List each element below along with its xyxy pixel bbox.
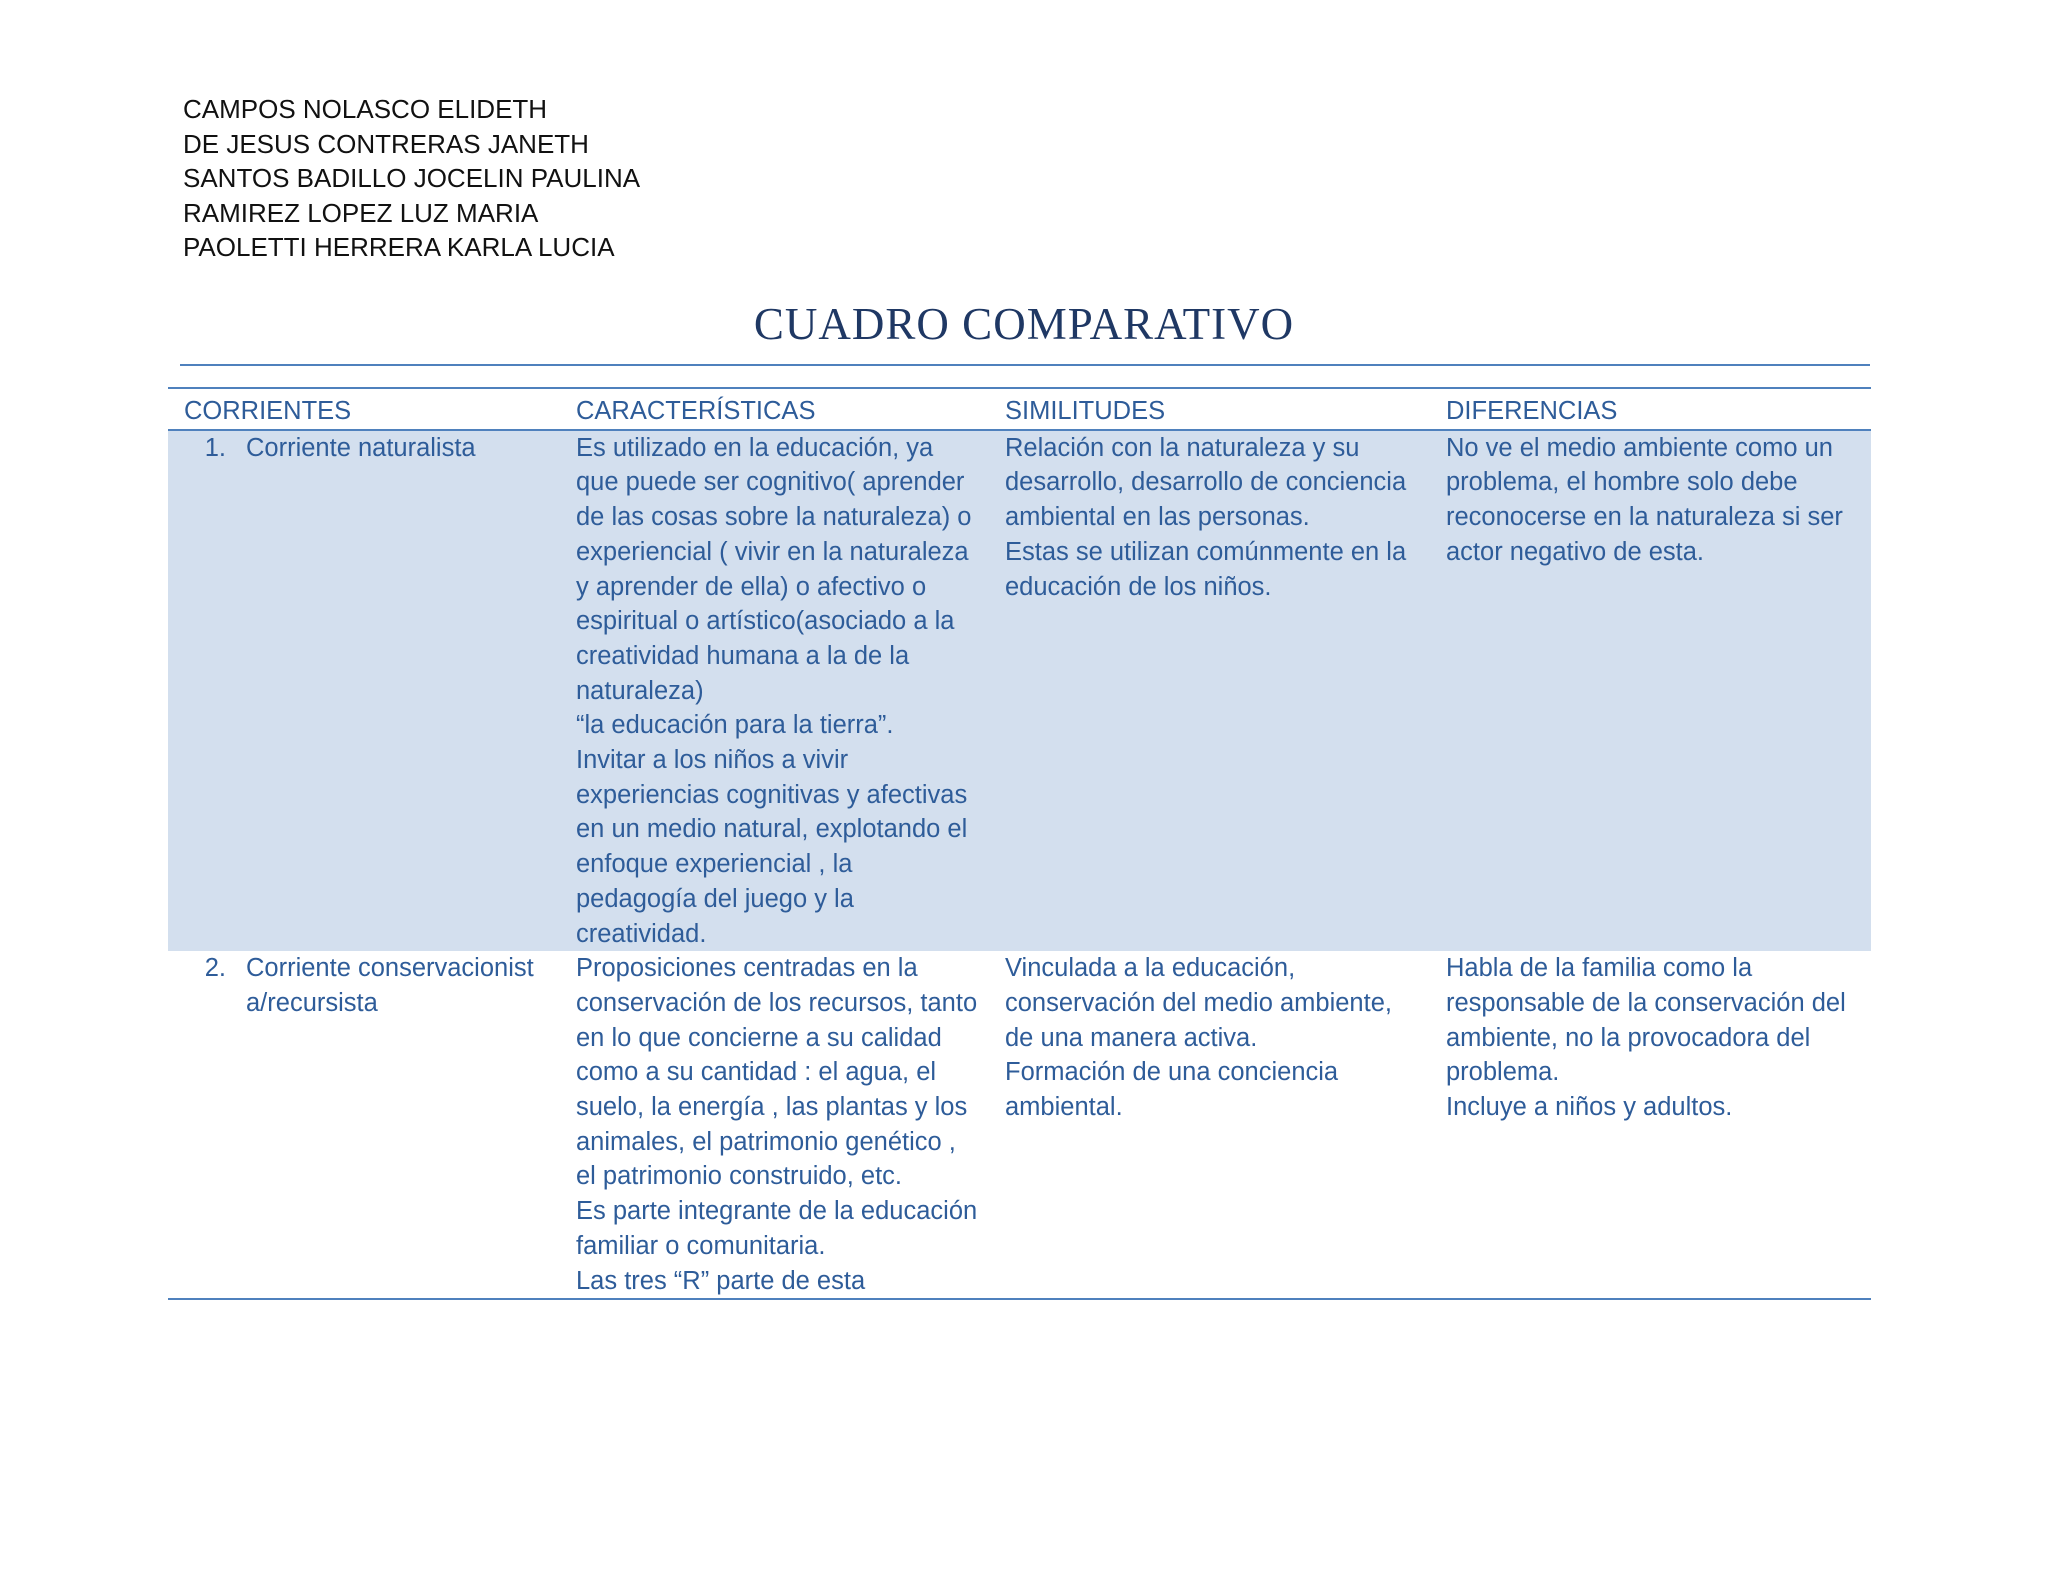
header-caracteristicas: CARACTERÍSTICAS: [560, 388, 989, 430]
cell-paragraph: Incluye a niños y adultos.: [1446, 1093, 1733, 1122]
table-row: [168, 430, 1871, 952]
author-name: CAMPOS NOLASCO ELIDETH: [183, 94, 548, 124]
similitudes-cell: [989, 430, 1430, 952]
diferencias-cell: [1430, 951, 1871, 1299]
row-number: 1.: [204, 433, 226, 462]
author-name: RAMIREZ LOPEZ LUZ MARIA: [183, 197, 539, 228]
author-name: DE JESUS CONTRERAS JANETH: [183, 128, 589, 159]
author-list: [183, 92, 640, 265]
table-row: [168, 951, 1871, 1299]
cell-paragraph: Es utilizado en la educación, ya que puede ser cognitivo( aprender de las cosas sobre la naturaleza) o experiencial ( vivir en la naturaleza y aprender de ella) o afectivo o espiritual o artístico(asociado a la creatividad humana a la de la naturaleza): [576, 433, 972, 705]
cell-paragraph: Vinculada a la educación, conservación del medio ambiente, de una manera activa.: [1005, 954, 1392, 1052]
corriente-cell: [168, 951, 560, 1299]
cell-paragraph: No ve el medio ambiente como un problema, el hombre solo debe reconocerse en la naturaleza si ser actor negativo de esta.: [1446, 433, 1843, 566]
caracteristicas-cell: [560, 430, 989, 952]
cell-paragraph: “la educación para la tierra”.: [576, 711, 894, 740]
corriente-name: Corriente naturalista: [246, 433, 476, 462]
cell-paragraph: Estas se utilizan comúnmente en la educación de los niños.: [1005, 537, 1407, 601]
cell-paragraph: Relación con la naturaleza y su desarrollo, desarrollo de conciencia ambiental en las personas.: [1005, 433, 1407, 532]
cell-paragraph: Las tres “R” parte de esta: [576, 1266, 866, 1295]
author-name: SANTOS BADILLO JOCELIN PAULINA: [183, 163, 641, 193]
cell-paragraph: Proposiciones centradas en la conservación de los recursos, tanto en lo que concierne a su calidad como a su cantidad : el agua, el suelo, la energía , las plantas y los animales, el patrimonio genético , el patrimonio construido, etc.: [576, 954, 978, 1191]
cell-paragraph: Es parte integrante de la educación familiar o comunitaria.: [576, 1197, 978, 1260]
caracteristicas-cell: [560, 951, 989, 1299]
author-name: PAOLETTI HERRERA KARLA LUCIA: [183, 232, 615, 262]
corriente-name: Corriente conservacionista/recursista: [246, 954, 534, 1017]
cell-paragraph: Invitar a los niños a vivir experiencias cognitivas y afectivas en un medio natural, explotando el enfoque experiencial , la pedagogía del juego y la creatividad.: [576, 746, 968, 948]
row-number: 2.: [204, 954, 226, 983]
cell-paragraph: Habla de la familia como la responsable de la conservación del ambiente, no la provocadora del problema.: [1446, 954, 1846, 1087]
corriente-cell: [168, 430, 560, 952]
header-diferencias: DIFERENCIAS: [1430, 388, 1871, 430]
table-header-row: [168, 388, 1871, 430]
document-title: CUADRO COMPARATIVO: [753, 299, 1295, 349]
title-underline: [180, 364, 1870, 366]
header-similitudes: SIMILITUDES: [989, 388, 1430, 430]
similitudes-cell: [989, 951, 1430, 1299]
cell-paragraph: Formación de una conciencia ambiental.: [1005, 1058, 1339, 1122]
header-corrientes: CORRIENTES: [168, 388, 560, 430]
comparison-table: [168, 387, 1871, 1300]
diferencias-cell: [1430, 430, 1871, 952]
